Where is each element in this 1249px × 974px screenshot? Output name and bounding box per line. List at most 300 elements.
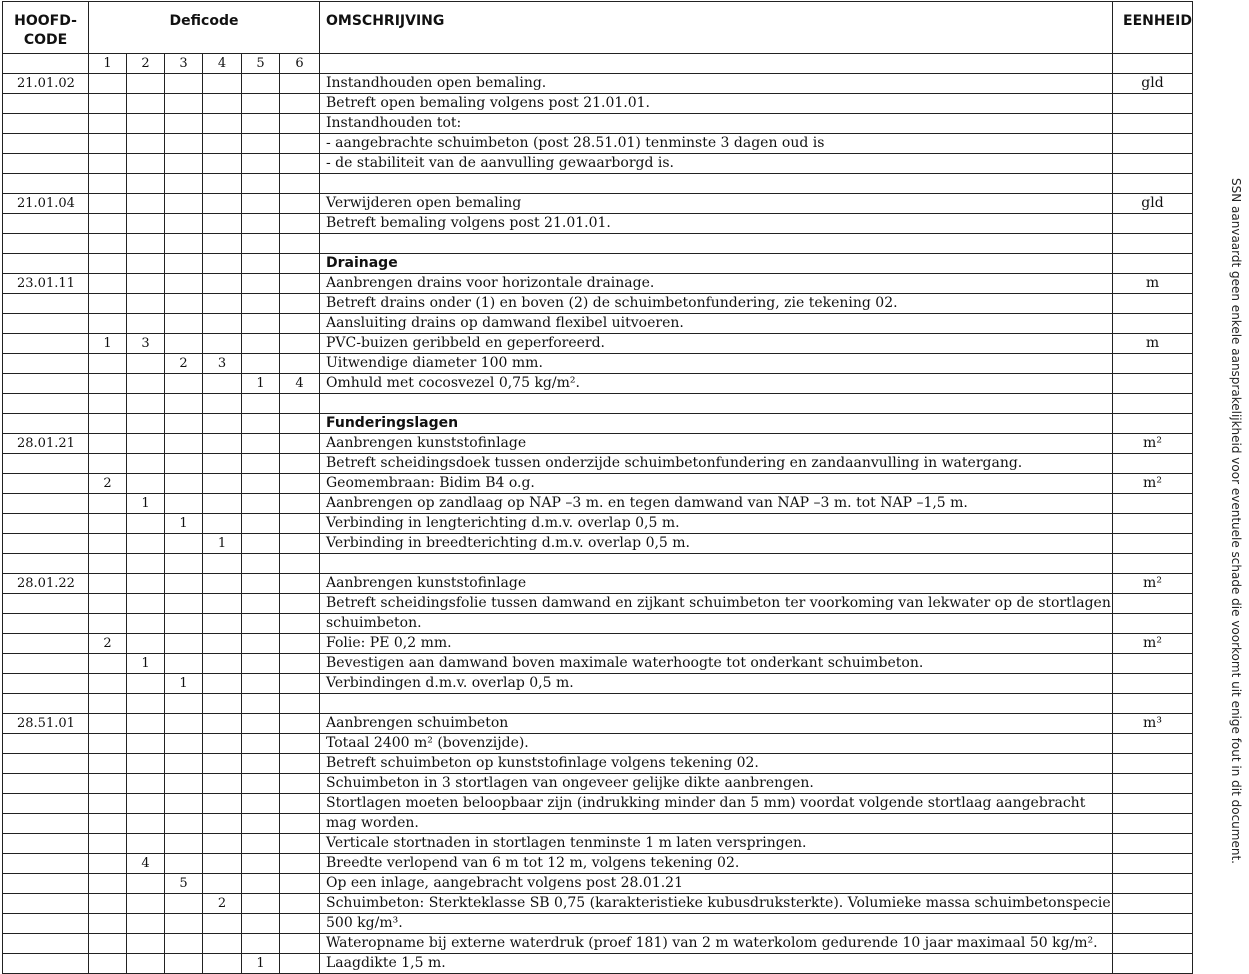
eenheid-cell — [1113, 234, 1193, 254]
deficode-cell-1 — [89, 314, 127, 334]
deficode-cell-4 — [203, 794, 242, 814]
header-row — [3, 2, 1193, 54]
omschrijving-cell: Laagdikte 1,5 m. — [320, 954, 1113, 974]
table-row — [3, 74, 1193, 94]
deficode-cell-1 — [89, 134, 127, 154]
deficode-cell-4 — [203, 134, 242, 154]
omschrijving-cell: - aangebrachte schuimbeton (post 28.51.01) tenminste 3 dagen oud is — [320, 134, 1113, 154]
table-row — [3, 94, 1193, 114]
deficode-cell-4: 2 — [203, 894, 242, 914]
eenheid-cell — [1113, 834, 1193, 854]
deficode-cell-4 — [203, 914, 242, 934]
deficode-cell-3 — [165, 574, 203, 594]
omschrijving-cell: Betreft schuimbeton op kunststofinlage volgens tekening 02. — [320, 754, 1113, 774]
eenheid-cell — [1113, 554, 1193, 574]
deficode-cell-2: 1 — [127, 494, 165, 514]
deficode-cell-4 — [203, 114, 242, 134]
eenheid-cell: m — [1113, 334, 1193, 354]
deficode-cell-5 — [242, 814, 280, 834]
omschrijving-cell: Aanbrengen schuimbeton — [320, 714, 1113, 734]
deficode-cell-4 — [203, 774, 242, 794]
deficode-cell-3 — [165, 434, 203, 454]
deficode-cell-4: 3 — [203, 354, 242, 374]
deficode-cell-4 — [203, 334, 242, 354]
deficode-cell-2 — [127, 674, 165, 694]
deficode-cell-2 — [127, 714, 165, 734]
deficode-cell-5 — [242, 154, 280, 174]
table-row — [3, 934, 1193, 954]
deficode-cell-1 — [89, 694, 127, 714]
omschrijving-cell: Verbinding in breedterichting d.m.v. overlap 0,5 m. — [320, 534, 1113, 554]
deficode-cell-3 — [165, 774, 203, 794]
deficode-number-row — [3, 54, 1193, 74]
deficode-cell-6 — [280, 174, 320, 194]
hoofdcode-cell — [3, 614, 89, 634]
eenheid-cell — [1113, 874, 1193, 894]
deficode-cell-2 — [127, 154, 165, 174]
hoofdcode-cell — [3, 934, 89, 954]
eenheid-cell — [1113, 314, 1193, 334]
deficode-cell-1 — [89, 354, 127, 374]
deficode-cell-5 — [242, 514, 280, 534]
deficode-cell-3 — [165, 794, 203, 814]
eenheid-cell: gld — [1113, 194, 1193, 214]
deficode-cell-3 — [165, 714, 203, 734]
table-row — [3, 534, 1193, 554]
deficode-cell-6 — [280, 614, 320, 634]
deficode-cell-6 — [280, 94, 320, 114]
deficode-cell-3 — [165, 854, 203, 874]
eenheid-cell — [1113, 114, 1193, 134]
hoofdcode-cell — [3, 694, 89, 714]
omschrijving-cell: Stortlagen moeten beloopbaar zijn (indrukking minder dan 5 mm) voordat volgende stortlaag aangebracht — [320, 794, 1113, 814]
deficode-cell-5 — [242, 734, 280, 754]
deficode-cell-4 — [203, 754, 242, 774]
deficode-cell-3 — [165, 374, 203, 394]
omschrijving-cell: Verwijderen open bemaling — [320, 194, 1113, 214]
deficode-cell-5 — [242, 634, 280, 654]
deficode-cell-4 — [203, 854, 242, 874]
deficode-cell-3 — [165, 914, 203, 934]
deficode-cell-2 — [127, 134, 165, 154]
deficode-cell-6 — [280, 874, 320, 894]
deficode-cell-5 — [242, 434, 280, 454]
deficode-cell-6 — [280, 594, 320, 614]
deficode-cell-4 — [203, 514, 242, 534]
deficode-cell-6 — [280, 354, 320, 374]
hoofdcode-cell — [3, 854, 89, 874]
eenheid-cell — [1113, 674, 1193, 694]
deficode-cell-1 — [89, 274, 127, 294]
table-row — [3, 834, 1193, 854]
eenheid-cell — [1113, 774, 1193, 794]
deficode-cell-5 — [242, 234, 280, 254]
deficode-col-number: 2 — [127, 54, 165, 74]
deficode-cell-1 — [89, 174, 127, 194]
hoofdcode-cell — [3, 734, 89, 754]
deficode-cell-3 — [165, 634, 203, 654]
deficode-cell-4 — [203, 814, 242, 834]
eenheid-cell — [1113, 754, 1193, 774]
deficode-cell-2 — [127, 274, 165, 294]
deficode-cell-3 — [165, 814, 203, 834]
omschrijving-cell: 500 kg/m³. — [320, 914, 1113, 934]
deficode-cell-5: 1 — [242, 374, 280, 394]
table-row — [3, 594, 1193, 614]
table-row — [3, 694, 1193, 714]
deficode-cell-4 — [203, 94, 242, 114]
omschrijving-cell: Omhuld met cocosvezel 0,75 kg/m². — [320, 374, 1113, 394]
omschrijving-cell — [320, 554, 1113, 574]
eenheid-cell: m — [1113, 274, 1193, 294]
hoofdcode-cell — [3, 454, 89, 474]
hoofdcode-cell — [3, 774, 89, 794]
deficode-cell-2 — [127, 114, 165, 134]
eenheid-cell — [1113, 954, 1193, 974]
deficode-cell-2 — [127, 954, 165, 974]
deficode-cell-3: 1 — [165, 514, 203, 534]
eenheid-cell — [1113, 154, 1193, 174]
deficode-cell-5 — [242, 74, 280, 94]
deficode-cell-3 — [165, 654, 203, 674]
deficode-cell-3 — [165, 114, 203, 134]
deficode-cell-1 — [89, 254, 127, 274]
table-row — [3, 574, 1193, 594]
eenheid-cell — [1113, 494, 1193, 514]
deficode-cell-5 — [242, 254, 280, 274]
eenheid-cell — [1113, 414, 1193, 434]
deficode-cell-3: 5 — [165, 874, 203, 894]
eenheid-cell — [1113, 254, 1193, 274]
hoofdcode-cell — [3, 474, 89, 494]
deficode-cell-2 — [127, 554, 165, 574]
deficode-cell-4 — [203, 394, 242, 414]
deficode-cell-3 — [165, 554, 203, 574]
table-row — [3, 374, 1193, 394]
eenheid-cell — [1113, 694, 1193, 714]
deficode-cell-4 — [203, 734, 242, 754]
hoofdcode-cell — [3, 414, 89, 434]
omschrijving-cell: Verticale stortnaden in stortlagen tenminste 1 m laten verspringen. — [320, 834, 1113, 854]
deficode-cell-3: 2 — [165, 354, 203, 374]
deficode-cell-2 — [127, 254, 165, 274]
deficode-cell-2 — [127, 574, 165, 594]
deficode-cell-6 — [280, 654, 320, 674]
deficode-cell-3 — [165, 474, 203, 494]
deficode-cell-6 — [280, 154, 320, 174]
deficode-cell-6 — [280, 74, 320, 94]
deficode-cell-6 — [280, 954, 320, 974]
table-row — [3, 154, 1193, 174]
deficode-cell-3 — [165, 754, 203, 774]
deficode-cell-2 — [127, 934, 165, 954]
deficode-cell-3 — [165, 934, 203, 954]
omschrijving-cell: - de stabiliteit van de aanvulling gewaarborgd is. — [320, 154, 1113, 174]
deficode-cell-1 — [89, 934, 127, 954]
omschrijving-cell: Betreft bemaling volgens post 21.01.01. — [320, 214, 1113, 234]
table-row — [3, 234, 1193, 254]
deficode-cell-4 — [203, 294, 242, 314]
deficode-cell-6 — [280, 554, 320, 574]
deficode-cell-4 — [203, 934, 242, 954]
deficode-cell-6 — [280, 414, 320, 434]
eenheid-cell — [1113, 534, 1193, 554]
deficode-cell-5 — [242, 874, 280, 894]
deficode-col-number: 5 — [242, 54, 280, 74]
eenheid-cell — [1113, 214, 1193, 234]
eenheid-cell — [1113, 394, 1193, 414]
omschrijving-cell: Aanbrengen kunststofinlage — [320, 574, 1113, 594]
deficode-cell-1 — [89, 874, 127, 894]
deficode-cell-6 — [280, 794, 320, 814]
omschrijving-cell: Breedte verlopend van 6 m tot 12 m, volgens tekening 02. — [320, 854, 1113, 874]
deficode-cell-4 — [203, 674, 242, 694]
deficode-cell-3 — [165, 94, 203, 114]
deficode-cell-3 — [165, 274, 203, 294]
deficode-cell-5 — [242, 494, 280, 514]
deficode-cell-6 — [280, 454, 320, 474]
deficode-cell-1 — [89, 554, 127, 574]
table-row — [3, 874, 1193, 894]
deficode-cell-4 — [203, 274, 242, 294]
deficode-cell-2 — [127, 294, 165, 314]
deficode-cell-5 — [242, 914, 280, 934]
deficode-cell-4 — [203, 874, 242, 894]
deficode-cell-4 — [203, 594, 242, 614]
deficode-cell-5 — [242, 794, 280, 814]
deficode-cell-5 — [242, 94, 280, 114]
table-row — [3, 114, 1193, 134]
table-row — [3, 634, 1193, 654]
deficode-cell-4 — [203, 554, 242, 574]
deficode-cell-1 — [89, 954, 127, 974]
deficode-cell-1 — [89, 374, 127, 394]
deficode-cell-3 — [165, 74, 203, 94]
eenheid-cell — [1113, 854, 1193, 874]
deficode-cell-5 — [242, 334, 280, 354]
hoofdcode-cell — [3, 294, 89, 314]
hoofdcode-cell — [3, 394, 89, 414]
deficode-cell-6 — [280, 914, 320, 934]
hoofdcode-cell — [3, 214, 89, 234]
eenheid-cell — [1113, 894, 1193, 914]
deficode-cell-5 — [242, 454, 280, 474]
omschrijving-cell: Op een inlage, aangebracht volgens post 28.01.21 — [320, 874, 1113, 894]
eenheid-cell — [1113, 514, 1193, 534]
section-heading: Funderingslagen — [320, 414, 1113, 434]
deficode-cell-3 — [165, 394, 203, 414]
omschrijving-cell: Betreft scheidingsdoek tussen onderzijde schuimbetonfundering en zandaanvulling in watergang. — [320, 454, 1113, 474]
eenheid-cell — [1113, 174, 1193, 194]
table-row — [3, 754, 1193, 774]
eenheid-cell — [1113, 794, 1193, 814]
eenheid-header: EENHEID — [1113, 2, 1193, 54]
deficode-cell-5: 1 — [242, 954, 280, 974]
hoofdcode-cell: 28.51.01 — [3, 714, 89, 734]
hoofdcode-cell — [3, 94, 89, 114]
deficode-cell-6 — [280, 814, 320, 834]
eenheid-cell — [1113, 934, 1193, 954]
deficode-cell-1: 1 — [89, 334, 127, 354]
table-row — [3, 434, 1193, 454]
omschrijving-cell: Totaal 2400 m² (bovenzijde). — [320, 734, 1113, 754]
hoofdcode-cell — [3, 914, 89, 934]
deficode-cell-1 — [89, 394, 127, 414]
hoofdcode-cell — [3, 514, 89, 534]
deficode-cell-6 — [280, 734, 320, 754]
deficode-cell-5 — [242, 714, 280, 734]
deficode-cell-4 — [203, 254, 242, 274]
deficode-cell-1 — [89, 214, 127, 234]
table-row — [3, 894, 1193, 914]
omschrijving-cell: Aansluiting drains op damwand flexibel uitvoeren. — [320, 314, 1113, 334]
deficode-col-number: 4 — [203, 54, 242, 74]
deficode-cell-1 — [89, 534, 127, 554]
hoofdcode-cell: 28.01.21 — [3, 434, 89, 454]
deficode-cell-6 — [280, 674, 320, 694]
table-row — [3, 414, 1193, 434]
eenheid-cell: m² — [1113, 434, 1193, 454]
hoofdcode-cell — [3, 634, 89, 654]
deficode-cell-1 — [89, 234, 127, 254]
deficode-cell-6 — [280, 254, 320, 274]
hoofdcode-cell — [3, 674, 89, 694]
deficode-cell-3 — [165, 534, 203, 554]
bestek-table — [2, 1, 1193, 974]
hoofdcode-label: HOOFD- CODE — [14, 13, 77, 48]
deficode-col-number: 1 — [89, 54, 127, 74]
deficode-cell-2 — [127, 814, 165, 834]
deficode-cell-6: 4 — [280, 374, 320, 394]
deficode-cell-1 — [89, 94, 127, 114]
deficode-cell-4 — [203, 694, 242, 714]
deficode-cell-6 — [280, 694, 320, 714]
deficode-cell-1 — [89, 414, 127, 434]
hoofdcode-cell: 28.01.22 — [3, 574, 89, 594]
hoofdcode-cell — [3, 254, 89, 274]
hoofdcode-cell — [3, 954, 89, 974]
deficode-cell-5 — [242, 554, 280, 574]
omschrijving-cell: Aanbrengen kunststofinlage — [320, 434, 1113, 454]
table-row — [3, 854, 1193, 874]
deficode-cell-4 — [203, 374, 242, 394]
deficode-cell-1 — [89, 454, 127, 474]
omschrijving-cell — [320, 394, 1113, 414]
deficode-cell-4 — [203, 574, 242, 594]
table-row — [3, 274, 1193, 294]
omschrijving-cell: Wateropname bij externe waterdruk (proef 181) van 2 m waterkolom gedurende 10 jaar maximaal 50 kg/m². — [320, 934, 1113, 954]
omschrijving-cell — [320, 694, 1113, 714]
eenheid-cell: m² — [1113, 634, 1193, 654]
deficode-cell-3 — [165, 134, 203, 154]
deficode-cell-5 — [242, 894, 280, 914]
table-row — [3, 954, 1193, 974]
deficode-cell-1 — [89, 154, 127, 174]
omschrijving-cell: PVC-buizen geribbeld en geperforeerd. — [320, 334, 1113, 354]
omschrijving-cell: Folie: PE 0,2 mm. — [320, 634, 1113, 654]
deficode-cell-5 — [242, 314, 280, 334]
deficode-cell-3 — [165, 454, 203, 474]
hoofdcode-cell — [3, 594, 89, 614]
blank-cell — [1113, 54, 1193, 74]
deficode-col-number: 6 — [280, 54, 320, 74]
omschrijving-cell: Instandhouden open bemaling. — [320, 74, 1113, 94]
deficode-cell-6 — [280, 574, 320, 594]
deficode-cell-6 — [280, 294, 320, 314]
table-row — [3, 454, 1193, 474]
table-row — [3, 774, 1193, 794]
deficode-cell-6 — [280, 234, 320, 254]
deficode-cell-4 — [203, 234, 242, 254]
deficode-cell-5 — [242, 274, 280, 294]
deficode-cell-5 — [242, 294, 280, 314]
deficode-cell-3 — [165, 234, 203, 254]
deficode-cell-3 — [165, 494, 203, 514]
deficode-cell-4 — [203, 154, 242, 174]
hoofdcode-cell — [3, 154, 89, 174]
deficode-cell-2 — [127, 394, 165, 414]
deficode-cell-5 — [242, 574, 280, 594]
deficode-cell-2 — [127, 894, 165, 914]
deficode-cell-5 — [242, 614, 280, 634]
eenheid-cell: m³ — [1113, 714, 1193, 734]
deficode-cell-2 — [127, 414, 165, 434]
table-row — [3, 814, 1193, 834]
table-row — [3, 614, 1193, 634]
hoofdcode-cell — [3, 894, 89, 914]
omschrijving-cell — [320, 234, 1113, 254]
omschrijving-cell: Instandhouden tot: — [320, 114, 1113, 134]
deficode-cell-1 — [89, 574, 127, 594]
deficode-cell-2 — [127, 234, 165, 254]
deficode-cell-6 — [280, 334, 320, 354]
deficode-cell-3 — [165, 294, 203, 314]
table-row — [3, 794, 1193, 814]
hoofdcode-cell — [3, 874, 89, 894]
deficode-cell-1: 2 — [89, 474, 127, 494]
deficode-cell-2 — [127, 474, 165, 494]
table-row — [3, 914, 1193, 934]
deficode-cell-5 — [242, 774, 280, 794]
eenheid-cell — [1113, 354, 1193, 374]
table-row — [3, 354, 1193, 374]
blank-cell — [320, 54, 1113, 74]
deficode-cell-6 — [280, 714, 320, 734]
deficode-cell-3 — [165, 954, 203, 974]
deficode-cell-4: 1 — [203, 534, 242, 554]
eenheid-cell: gld — [1113, 74, 1193, 94]
omschrijving-cell: Aanbrengen drains voor horizontale drainage. — [320, 274, 1113, 294]
deficode-cell-3 — [165, 154, 203, 174]
table-row — [3, 314, 1193, 334]
deficode-cell-1 — [89, 774, 127, 794]
deficode-cell-4 — [203, 314, 242, 334]
deficode-cell-5 — [242, 694, 280, 714]
deficode-cell-4 — [203, 954, 242, 974]
table-row — [3, 334, 1193, 354]
deficode-col-number: 3 — [165, 54, 203, 74]
deficode-cell-4 — [203, 414, 242, 434]
deficode-cell-3 — [165, 834, 203, 854]
deficode-cell-3 — [165, 614, 203, 634]
deficode-cell-2: 3 — [127, 334, 165, 354]
table-row — [3, 194, 1193, 214]
table-row — [3, 134, 1193, 154]
omschrijving-cell: mag worden. — [320, 814, 1113, 834]
deficode-cell-2 — [127, 874, 165, 894]
deficode-cell-6 — [280, 434, 320, 454]
table-row — [3, 174, 1193, 194]
